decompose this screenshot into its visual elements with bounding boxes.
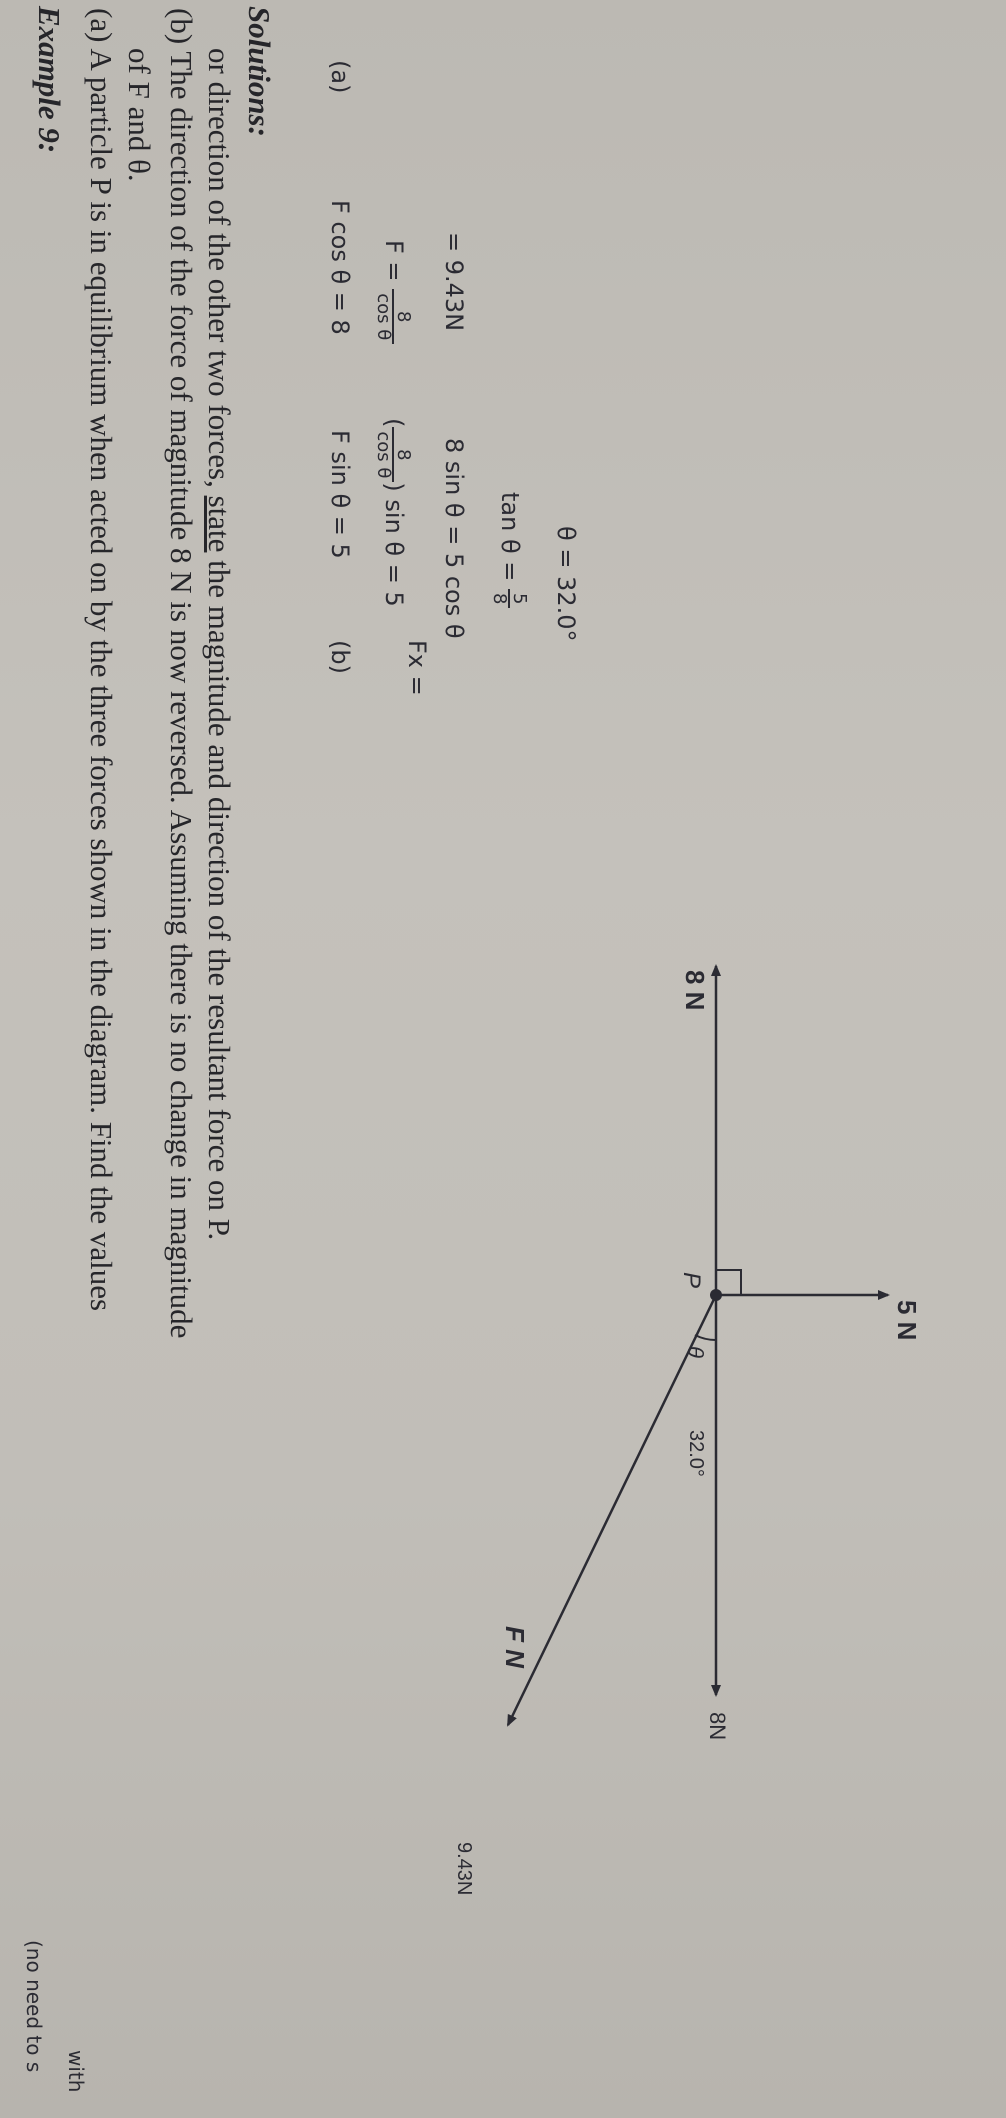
angle-arc — [695, 1335, 716, 1340]
working-eq-1: F cos θ = 8 — [326, 200, 354, 335]
part-b-text-1: The direction of the force of magnitude 8 N is now reversed. Assuming there is no change in magnitude — [164, 51, 199, 1339]
example-heading: Example 9: — [32, 6, 67, 154]
label-5n-down: 5 N — [892, 1300, 922, 1341]
part-b-text-2b: the magnitude and direction of the resultant force on P. — [202, 552, 237, 1241]
part-b-keyword-state: state — [202, 495, 237, 553]
working-eq-5-num: 8 — [393, 449, 414, 461]
working-eq-7-lhs: tan θ = — [496, 492, 524, 582]
label-angle-value: 32.0° — [685, 1430, 707, 1477]
label-particle-p: P — [678, 1272, 705, 1289]
label-angle-theta: θ — [683, 1346, 708, 1358]
working-b-label: (b) — [326, 640, 354, 674]
working-b-eq-1: Fx = — [403, 640, 431, 696]
part-a-text-2: of F and θ. — [122, 48, 157, 182]
margin-note-2: with — [64, 2050, 88, 2093]
working-eq-6: 8 sin θ = 5 cos θ — [440, 438, 468, 639]
working-eq-5-rest: sin θ = 5 — [380, 499, 408, 607]
working-eq-8: θ = 32.0° — [552, 526, 580, 642]
part-b-text-2a: or direction of the other two forces, — [202, 48, 237, 496]
part-a-text-1: A particle P is in equilibrium when acted on by the three forces shown in the diagram. Find the values — [84, 48, 119, 1312]
working-eq-2-den: cos θ — [374, 289, 394, 344]
working-eq-3: = 9.43N — [440, 232, 468, 332]
working-eq-7-den: 8 — [490, 589, 510, 608]
label-8n-left: 8 N — [680, 970, 710, 1011]
particle-p-dot — [710, 1289, 722, 1301]
part-b-label: (b) — [164, 8, 199, 45]
label-magnitude-note: 9.43N — [453, 1842, 475, 1896]
part-a-label: (a) — [84, 8, 119, 43]
working-eq-5-den: cos θ — [374, 427, 394, 482]
working-eq-5: ( 8 cos θ ) sin θ = 5 — [373, 418, 414, 607]
solutions-heading: Solutions: — [242, 6, 277, 137]
label-f-n: F N — [500, 1626, 530, 1668]
margin-note-1: (no need to s — [22, 1940, 46, 2073]
working-eq-2-num: 8 — [393, 310, 414, 323]
working-eq-4: F sin θ = 5 — [326, 430, 354, 559]
working-eq-2-lhs: F = — [380, 240, 408, 282]
label-8n-right: 8N — [705, 1712, 730, 1741]
working-eq-7-num: 5 — [509, 593, 530, 605]
force-f-arrow — [508, 1295, 716, 1725]
working-a-label: (a) — [326, 60, 354, 94]
